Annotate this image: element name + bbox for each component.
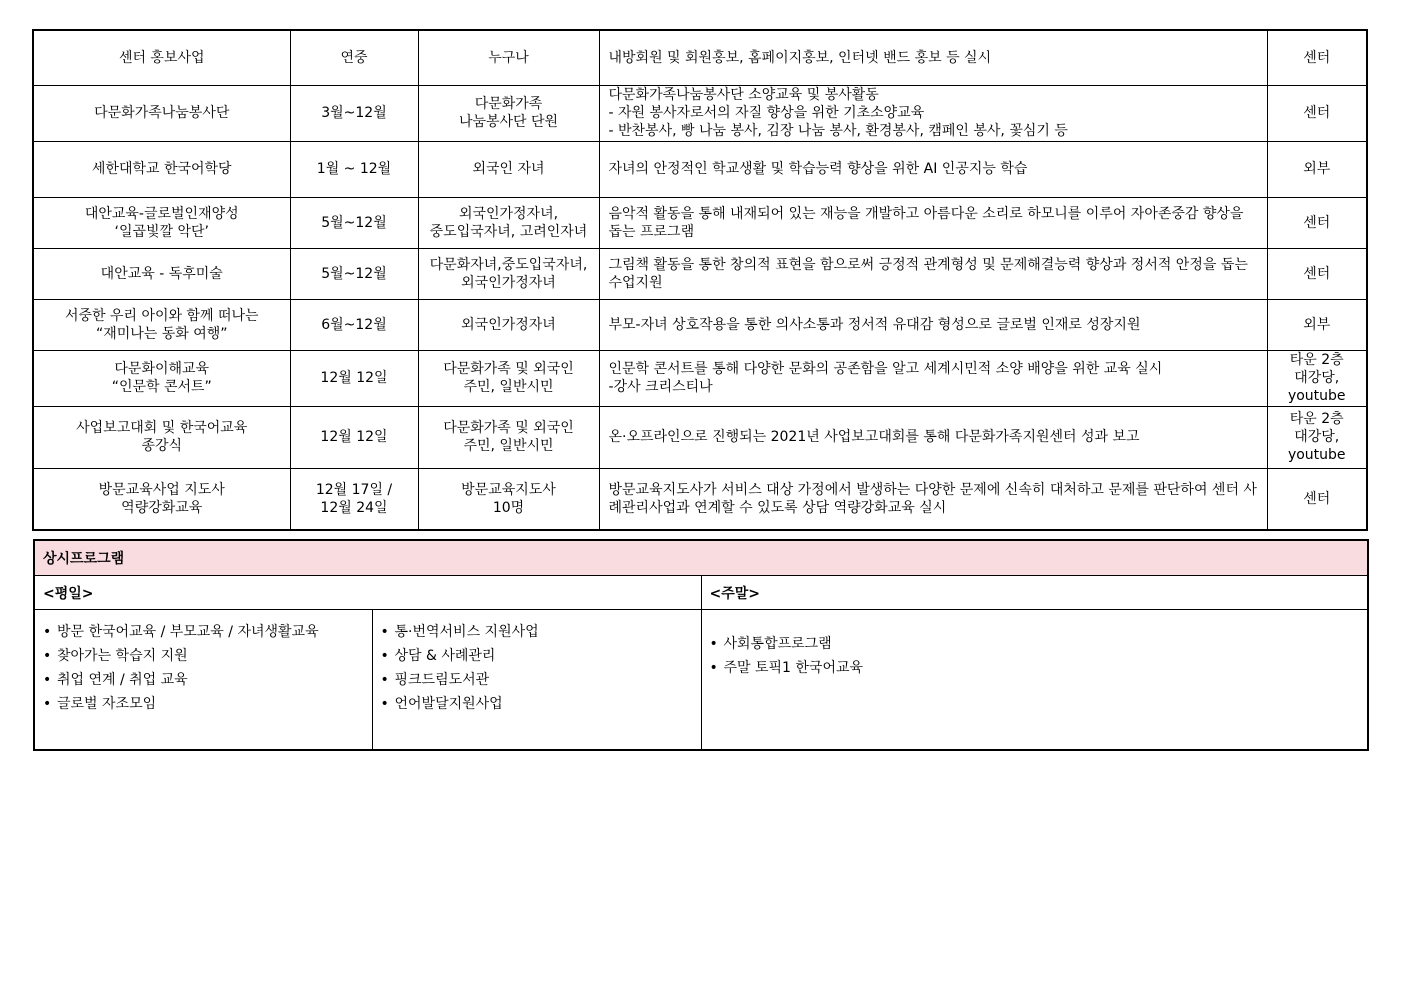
program-content: 인문학 콘서트를 통해 다양한 문화의 공존함을 알고 세계시민적 소양 배양을 위한 교육 실시 -강사 크리스티나 <box>599 350 1267 406</box>
list-item: • 사회통합프로그램 <box>710 632 1360 656</box>
list-item: • 취업 연계 / 취업 교육 <box>43 668 364 692</box>
program-target: 누구나 <box>418 30 599 85</box>
program-place: 타운 2층 대강당, youtube <box>1267 406 1367 468</box>
list-item: • 주말 토픽1 한국어교육 <box>710 656 1360 680</box>
program-name: 대안교육-글로벌인재양성 ‘일곱빛깔 악단’ <box>33 197 290 248</box>
table-row <box>33 248 1367 299</box>
program-period: 연중 <box>290 30 418 85</box>
bullet-icon: • <box>380 648 389 664</box>
program-name: 대안교육 - 독후미술 <box>33 248 290 299</box>
table-row <box>33 299 1367 350</box>
program-content: 그림책 활동을 통한 창의적 표현을 함으로써 긍정적 관계형성 및 문제해결능력 향상과 정서적 안정을 돕는 수업지원 <box>599 248 1267 299</box>
program-content: 자녀의 안정적인 학교생활 및 학습능력 향상을 위한 AI 인공지능 학습 <box>599 141 1267 197</box>
program-place: 센터 <box>1267 248 1367 299</box>
program-target: 외국인가정자녀, 중도입국자녀, 고려인자녀 <box>418 197 599 248</box>
list-item: • 언어발달지원사업 <box>381 692 693 716</box>
program-target: 다문화자녀,중도입국자녀, 외국인가정자녀 <box>418 248 599 299</box>
program-period: 12월 12일 <box>290 350 418 406</box>
weekend-label: <주말> <box>701 576 1368 610</box>
program-schedule-table <box>32 29 1368 531</box>
program-period: 5월~12월 <box>290 248 418 299</box>
program-place: 센터 <box>1267 468 1367 530</box>
list-item: • 글로벌 자조모임 <box>43 692 364 716</box>
program-target: 다문화가족 나눔봉사단 단원 <box>418 85 599 141</box>
program-period: 3월~12월 <box>290 85 418 141</box>
table-row <box>33 468 1367 530</box>
program-content: 다문화가족나눔봉사단 소양교육 및 봉사활동 - 자원 봉사자로서의 자질 향상을 위한 기초소양교육 - 반찬봉사, 빵 나눔 봉사, 김장 나눔 봉사, 환경봉사, 캠페인 봉사, 꽃심기 등 <box>599 85 1267 141</box>
program-name: 다문화가족나눔봉사단 <box>33 85 290 141</box>
bullet-icon: • <box>43 624 52 640</box>
bullet-icon: • <box>380 624 389 640</box>
permanent-program-table <box>33 539 1369 751</box>
weekday-label: <평일> <box>34 576 701 610</box>
program-name: 센터 홍보사업 <box>33 30 290 85</box>
program-period: 5월~12월 <box>290 197 418 248</box>
list-item: • 핑크드림도서관 <box>381 668 693 692</box>
weekday-list-1 <box>34 610 372 751</box>
program-period: 1월 ~ 12월 <box>290 141 418 197</box>
list-item: • 방문 한국어교육 / 부모교육 / 자녀생활교육 <box>43 620 364 644</box>
program-target: 다문화가족 및 외국인 주민, 일반시민 <box>418 406 599 468</box>
program-target: 외국인 자녀 <box>418 141 599 197</box>
program-content: 방문교육지도사가 서비스 대상 가정에서 발생하는 다양한 문제에 신속히 대처하고 문제를 판단하여 센터 사례관리사업과 연계할 수 있도록 상담 역량강화교육 실시 <box>599 468 1267 530</box>
list-item: • 상담 & 사례관리 <box>381 644 693 668</box>
program-place: 센터 <box>1267 197 1367 248</box>
program-name: 다문화이해교육 “인문학 콘서트” <box>33 350 290 406</box>
bullet-icon: • <box>43 672 52 688</box>
program-name: 방문교육사업 지도사 역량강화교육 <box>33 468 290 530</box>
bullet-icon: • <box>380 696 389 712</box>
table-row <box>33 85 1367 141</box>
table-row <box>33 30 1367 85</box>
program-content: 온·오프라인으로 진행되는 2021년 사업보고대회를 통해 다문화가족지원센터 성과 보고 <box>599 406 1267 468</box>
program-place: 외부 <box>1267 299 1367 350</box>
table-row <box>33 406 1367 468</box>
bullet-icon: • <box>43 696 52 712</box>
bullet-icon: • <box>43 648 52 664</box>
program-place: 센터 <box>1267 85 1367 141</box>
table-row <box>33 141 1367 197</box>
program-period: 12월 17일 / 12월 24일 <box>290 468 418 530</box>
program-place: 외부 <box>1267 141 1367 197</box>
bullet-icon: • <box>380 672 389 688</box>
list-item: • 찾아가는 학습지 지원 <box>43 644 364 668</box>
program-target: 다문화가족 및 외국인 주민, 일반시민 <box>418 350 599 406</box>
weekday-list-2 <box>372 610 701 751</box>
permanent-program-title: 상시프로그램 <box>34 540 1368 576</box>
program-name: 서중한 우리 아이와 함께 떠나는 “재미나는 동화 여행” <box>33 299 290 350</box>
bullet-icon: • <box>709 660 718 676</box>
program-place: 센터 <box>1267 30 1367 85</box>
weekend-list <box>701 610 1368 751</box>
program-period: 12월 12일 <box>290 406 418 468</box>
list-item: • 통·번역서비스 지원사업 <box>381 620 693 644</box>
bullet-icon: • <box>709 636 718 652</box>
schedule-body <box>33 30 1367 530</box>
table-row <box>33 350 1367 406</box>
program-content: 음악적 활동을 통해 내재되어 있는 재능을 개발하고 아름다운 소리로 하모니를 이루어 자아존중감 향상을 돕는 프로그램 <box>599 197 1267 248</box>
program-place: 타운 2층 대강당, youtube <box>1267 350 1367 406</box>
program-target: 방문교육지도사 10명 <box>418 468 599 530</box>
program-target: 외국인가정자녀 <box>418 299 599 350</box>
program-name: 사업보고대회 및 한국어교육 종강식 <box>33 406 290 468</box>
program-name: 세한대학교 한국어학당 <box>33 141 290 197</box>
table-row <box>33 197 1367 248</box>
program-content: 부모-자녀 상호작용을 통한 의사소통과 정서적 유대감 형성으로 글로벌 인재로 성장지원 <box>599 299 1267 350</box>
program-content: 내방회원 및 회원홍보, 홈페이지홍보, 인터넷 밴드 홍보 등 실시 <box>599 30 1267 85</box>
program-period: 6월~12월 <box>290 299 418 350</box>
